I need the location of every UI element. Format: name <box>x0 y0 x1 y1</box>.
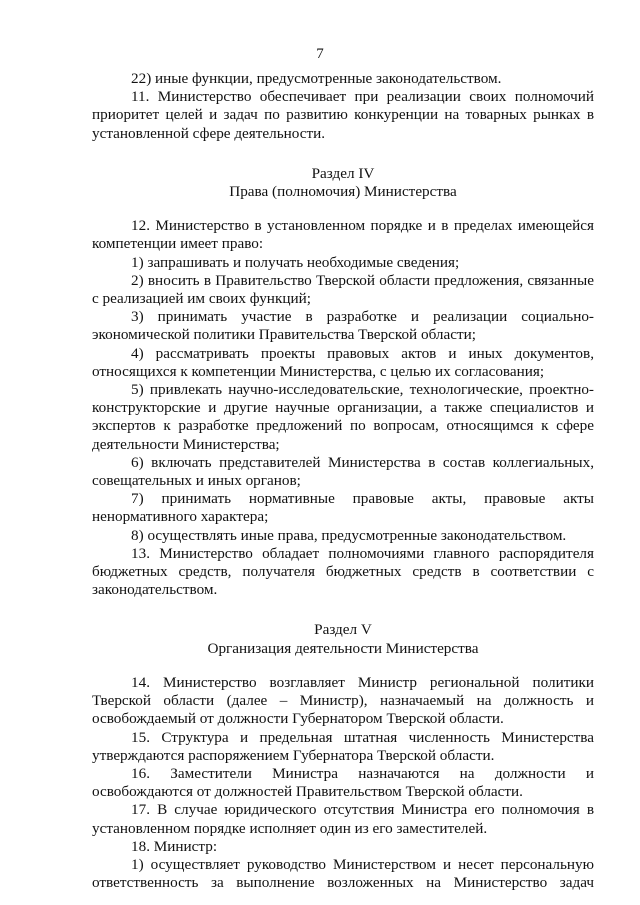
paragraph: 13. Министерство обладает полномочиями главного распорядителя бюджетных средств, получателя бюджетных средств в соответствии с законодательством. <box>92 544 594 599</box>
document-body <box>92 70 594 892</box>
paragraph: 16. Заместители Министра назначаются на должности и освобождаются от должностей Правительством Тверской области. <box>92 764 594 801</box>
paragraph: 7) принимать нормативные правовые акты, правовые акты ненормативного характера; <box>92 490 594 526</box>
section-5-heading: Раздел V <box>314 621 372 639</box>
paragraph: 1) запрашивать и получать необходимые сведения; <box>131 253 460 271</box>
paragraph: 17. В случае юридического отсутствия Министра его полномочия в установленном порядке исполняет один из его заместителей. <box>92 801 594 837</box>
section-4-heading: Раздел IV <box>311 164 375 182</box>
paragraph: 12. Министерство в установленном порядке и в пределах имеющейся компетенции имеет право: <box>92 217 594 253</box>
paragraph: 14. Министерство возглавляет Министр региональной политики Тверской области (далее – Министр), назначаемый на должность и освобождаемый от должности Губернатором Тверской области. <box>92 673 594 728</box>
paragraph: 15. Структура и предельная штатная численность Министерства утверждаются распоряжением Губернатора Тверской области. <box>92 728 594 764</box>
paragraph: 5) привлекать научно-исследовательские, технологические, проектно-конструкторские и другие научные организации, а также специалистов и экспертов к разработке предложений по вопросам, относящимся к сфере деятельности Министерства; <box>92 381 594 453</box>
section-4-title: Права (полномочия) Министерства <box>229 183 457 201</box>
paragraph: 6) включать представителей Министерства в состав коллегиальных, совещательных и иных органов; <box>92 453 594 490</box>
paragraph: 2) вносить в Правительство Тверской области предложения, связанные с реализацией им своих функций; <box>92 271 594 308</box>
paragraph: 8) осуществлять иные права, предусмотренные законодательством. <box>131 526 567 544</box>
paragraph: 18. Министр: <box>131 837 218 855</box>
section-5-title: Организация деятельности Министерства <box>207 639 479 657</box>
paragraph: 22) иные функции, предусмотренные законодательством. <box>131 70 502 87</box>
paragraph: 1) осуществляет руководство Министерством и несет персональную ответственность за выполнение возложенных на Министерство задач <box>92 855 594 892</box>
paragraph: 4) рассматривать проекты правовых актов и иных документов, относящихся к компетенции Министерства, с целью их согласования; <box>92 344 594 380</box>
page-number: 7 <box>316 46 324 62</box>
paragraph: 11. Министерство обеспечивает при реализации своих полномочий приоритет целей и задач по развитию конкуренции на товарных рынках в установленной сфере деятельности. <box>92 88 594 142</box>
paragraph: 3) принимать участие в разработке и реализации социально-экономической политики Правительства Тверской области; <box>92 308 594 344</box>
